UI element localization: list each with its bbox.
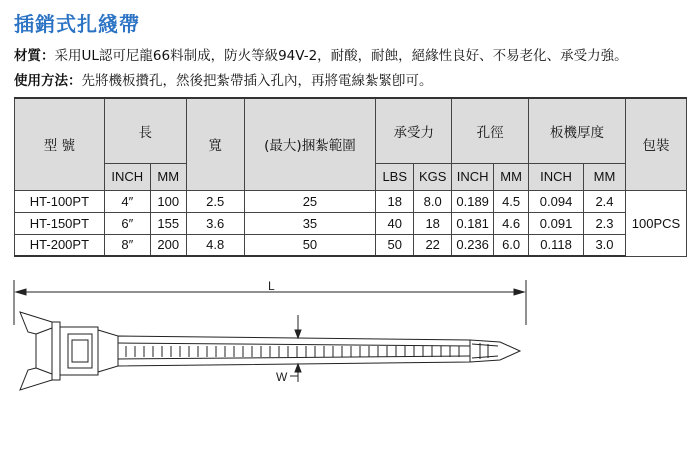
header-length: 長	[104, 98, 186, 163]
subheader-tensile-lbs: LBS	[376, 163, 414, 190]
cell-width: 2.5	[186, 190, 244, 212]
cell-len-mm: 155	[150, 212, 186, 234]
header-hole: 孔徑	[452, 98, 529, 163]
page-title: 插銷式扎綫帶	[14, 12, 140, 36]
cell-kgs: 22	[414, 234, 452, 256]
cell-board-inch: 0.091	[529, 212, 584, 234]
cell-board-mm: 2.3	[584, 212, 626, 234]
arrowhead-left	[16, 289, 26, 295]
table-row	[15, 190, 687, 212]
cell-width: 4.8	[186, 234, 244, 256]
cell-bundle: 35	[244, 212, 376, 234]
material-description	[14, 47, 628, 65]
cell-board-inch: 0.118	[529, 234, 584, 256]
header-model: 型 號	[15, 98, 105, 190]
subheader-hole-inch: INCH	[452, 163, 494, 190]
cell-kgs: 18	[414, 212, 452, 234]
header-tensile: 承受力	[376, 98, 452, 163]
usage-text: 先將機板攢孔，然後把紮帶插入孔內，再將電線紮緊卽可。	[81, 73, 433, 89]
width-label: W	[276, 370, 288, 384]
table-row	[15, 212, 687, 234]
cell-hole-mm: 6.0	[494, 234, 529, 256]
subheader-board-mm: MM	[584, 163, 626, 190]
subheader-board-inch: INCH	[529, 163, 584, 190]
cell-lbs: 40	[376, 212, 414, 234]
subheader-length-mm: MM	[150, 163, 186, 190]
cell-pack: 100PCS	[625, 190, 686, 256]
cell-width: 3.6	[186, 212, 244, 234]
cell-hole-mm: 4.6	[494, 212, 529, 234]
tie-strap	[118, 336, 520, 366]
subheader-tensile-kgs: KGS	[414, 163, 452, 190]
header-board: 板機厚度	[529, 98, 626, 163]
cell-hole-inch: 0.189	[452, 190, 494, 212]
push-mount-head	[20, 312, 118, 390]
cell-kgs: 8.0	[414, 190, 452, 212]
cell-lbs: 18	[376, 190, 414, 212]
arrowhead-right	[514, 289, 524, 295]
table-row	[15, 234, 687, 256]
usage-description	[14, 72, 433, 90]
cell-bundle: 25	[244, 190, 376, 212]
header-width: 寬	[186, 98, 244, 190]
cell-model: HT-100PT	[15, 190, 105, 212]
width-arrowhead-top	[295, 330, 301, 338]
cell-len-inch: 6″	[104, 212, 150, 234]
header-max-bundle: (最大)捆紮範圍	[244, 98, 376, 190]
subheader-length-inch: INCH	[104, 163, 150, 190]
spec-table	[14, 97, 687, 257]
material-text: 采用UL認可尼龍66料制成，防火等級94V-2，耐酸，耐蝕，絕緣性良好、不易老化、承受力強。	[54, 48, 628, 64]
cell-hole-mm: 4.5	[494, 190, 529, 212]
cell-len-inch: 8″	[104, 234, 150, 256]
usage-label: 使用方法：	[14, 73, 82, 89]
cell-len-inch: 4″	[104, 190, 150, 212]
cell-len-mm: 100	[150, 190, 186, 212]
cell-hole-inch: 0.236	[452, 234, 494, 256]
length-label: L	[268, 279, 275, 293]
cell-len-mm: 200	[150, 234, 186, 256]
cell-bundle: 50	[244, 234, 376, 256]
cell-board-inch: 0.094	[529, 190, 584, 212]
cell-model: HT-150PT	[15, 212, 105, 234]
cell-lbs: 50	[376, 234, 414, 256]
width-arrowhead-bottom	[295, 364, 301, 372]
subheader-hole-mm: MM	[494, 163, 529, 190]
cell-board-mm: 3.0	[584, 234, 626, 256]
cell-model: HT-200PT	[15, 234, 105, 256]
cell-hole-inch: 0.181	[452, 212, 494, 234]
cell-board-mm: 2.4	[584, 190, 626, 212]
material-label: 材質：	[14, 48, 55, 64]
cable-tie-drawing	[0, 270, 700, 470]
header-pack: 包裝	[625, 98, 686, 190]
